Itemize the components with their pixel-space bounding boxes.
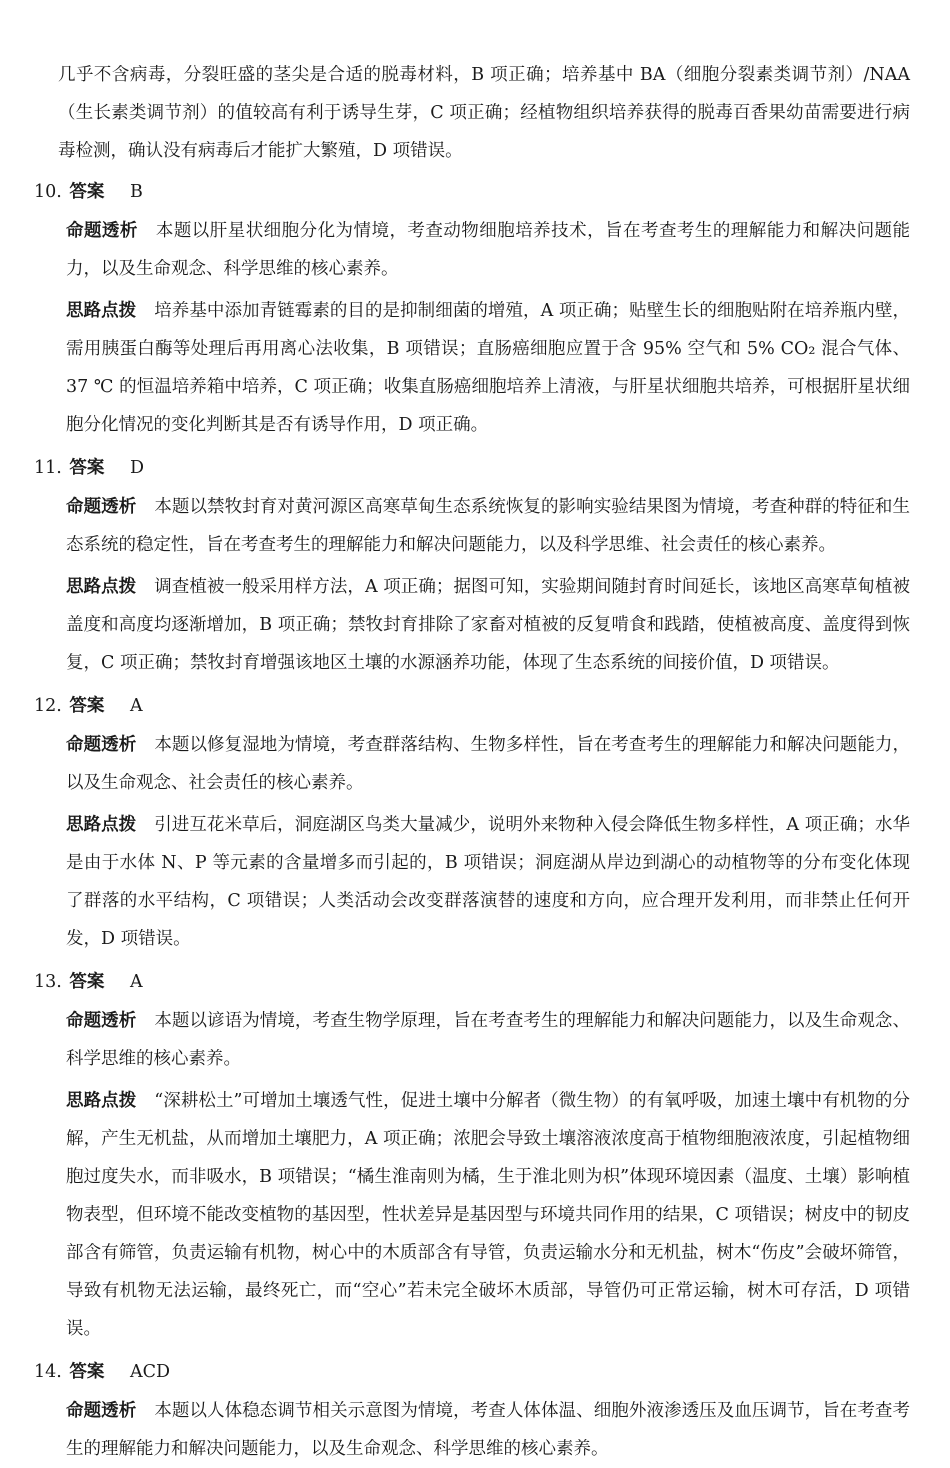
answer-value: D [130,458,145,478]
answer-value: B [130,182,143,202]
approach-text: 调查植被一般采用样方法，A 项正确；据图可知，实验期间随封育时间延长，该地区高寒草甸植被盖度和高度均逐渐增加，B 项正确；禁牧封育排除了家畜对植被的反复啃食和践踏，使植被高度、盖度得到恢复，C 项正确；禁牧封育增强该地区土壤的水源涵养功能，体现了生态系统的间接价值，D 项错误。 [66,577,911,673]
approach-label: 思路点拨 [66,301,137,321]
intent-text: 本题以修复湿地为情境，考查群落结构、生物多样性，旨在考查考生的理解能力和解决问题能力，以及生命观念、社会责任的核心素养。 [66,735,911,793]
approach-label: 思路点拨 [66,815,137,835]
intent-text: 本题以谚语为情境，考查生物学原理，旨在考查考生的理解能力和解决问题能力，以及生命观念、科学思维的核心素养。 [66,1011,911,1069]
question-number: 10. [34,182,62,202]
intro-paragraph: 几乎不含病毒，分裂旺盛的茎尖是合适的脱毒材料，B 项正确；培养基中 BA（细胞分裂素类调节剂）/NAA（生长素类调节剂）的值较高有利于诱导生芽，C 项正确；经植物组织培养获得的脱毒百香果幼苗需要进行病毒检测，确认没有病毒后才能扩大繁殖，D 项错误。 [58,65,910,161]
question-13-intent [66,1002,910,1078]
approach-text: 培养基中添加青链霉素的目的是抑制细菌的增殖，A 项正确；贴壁生长的细胞贴附在培养瓶内壁，需用胰蛋白酶等处理后再用离心法收集，B 项错误；直肠癌细胞应置于含 95% 空气和 5% CO₂ 混合气体、37 ℃ 的恒温培养箱中培养，C 项正确；收集直肠癌细胞培养上清液，与肝星状细胞共培养，可根据肝星状细胞分化情况的变化判断其是否有诱导作用，D 项正确。 [66,301,911,435]
intent-label: 命题透析 [66,1401,137,1421]
approach-text: 引进互花米草后，洞庭湖区鸟类大量减少，说明外来物种入侵会降低生物多样性，A 项正确；水华是由于水体 N、P 等元素的含量增多而引起的，B 项错误；洞庭湖从岸边到湖心的动植物等的分布变化体现了群落的水平结构，C 项错误；人类活动会改变群落演替的速度和方向，应合理开发利用，而非禁止任何开发，D 项错误。 [66,815,911,949]
question-12-intent [66,726,910,802]
question-11-intent [66,488,910,564]
approach-label: 思路点拨 [66,1091,137,1111]
question-12-header [34,686,910,726]
question-10-intent [66,212,910,288]
question-number: 11. [34,458,62,478]
intent-label: 命题透析 [66,221,138,241]
intent-text: 本题以禁牧封育对黄河源区高寒草甸生态系统恢复的影响实验结果图为情境，考查种群的特征和生态系统的稳定性，旨在考查考生的理解能力和解决问题能力，以及科学思维、社会责任的核心素养。 [66,497,911,555]
answer-label: 答案 [69,1362,105,1382]
answer-value: ACD [130,1362,171,1382]
answer-label: 答案 [69,696,105,716]
question-13-header [34,962,910,1002]
question-14-intent [66,1392,910,1468]
question-10-approach [66,292,910,444]
question-10-header [34,172,910,212]
question-14-header [34,1352,910,1392]
question-13-approach [66,1082,910,1348]
answer-label: 答案 [69,458,105,478]
answer-label: 答案 [69,182,105,202]
intent-label: 命题透析 [66,497,137,517]
answer-value: A [130,972,143,992]
approach-text: “深耕松土”可增加土壤透气性，促进土壤中分解者（微生物）的有氧呼吸，加速土壤中有机物的分解，产生无机盐，从而增加土壤肥力，A 项正确；浓肥会导致土壤溶液浓度高于植物细胞液浓度，引起植物细胞过度失水，而非吸水，B 项错误；“橘生淮南则为橘，生于淮北则为枳”体现环境因素（温度、土壤）影响植物表型，但环境不能改变植物的基因型，性状差异是基因型与环境共同作用的结果，C 项错误；树皮中的韧皮部含有筛管，负责运输有机物，树心中的木质部含有导管，负责运输水分和无机盐，树木“伤皮”会破坏筛管，导致有机物无法运输，最终死亡，而“空心”若未完全破坏木质部，导管仍可正常运输，树木可存活，D 项错误。 [66,1091,911,1339]
approach-label: 思路点拨 [66,577,137,597]
question-number: 14. [34,1362,62,1382]
intent-label: 命题透析 [66,735,137,755]
intent-label: 命题透析 [66,1011,137,1031]
question-number: 12. [34,696,62,716]
question-11-approach [66,568,910,682]
answer-value: A [130,696,143,716]
answer-label: 答案 [69,972,105,992]
question-number: 13. [34,972,62,992]
intent-text: 本题以人体稳态调节相关示意图为情境，考查人体体温、细胞外液渗透压及血压调节，旨在考查考生的理解能力和解决问题能力，以及生命观念、科学思维的核心素养。 [66,1401,911,1459]
question-11-header [34,448,910,488]
question-12-approach [66,806,910,958]
intent-text: 本题以肝星状细胞分化为情境，考查动物细胞培养技术，旨在考查考生的理解能力和解决问题能力，以及生命观念、科学思维的核心素养。 [66,221,911,279]
